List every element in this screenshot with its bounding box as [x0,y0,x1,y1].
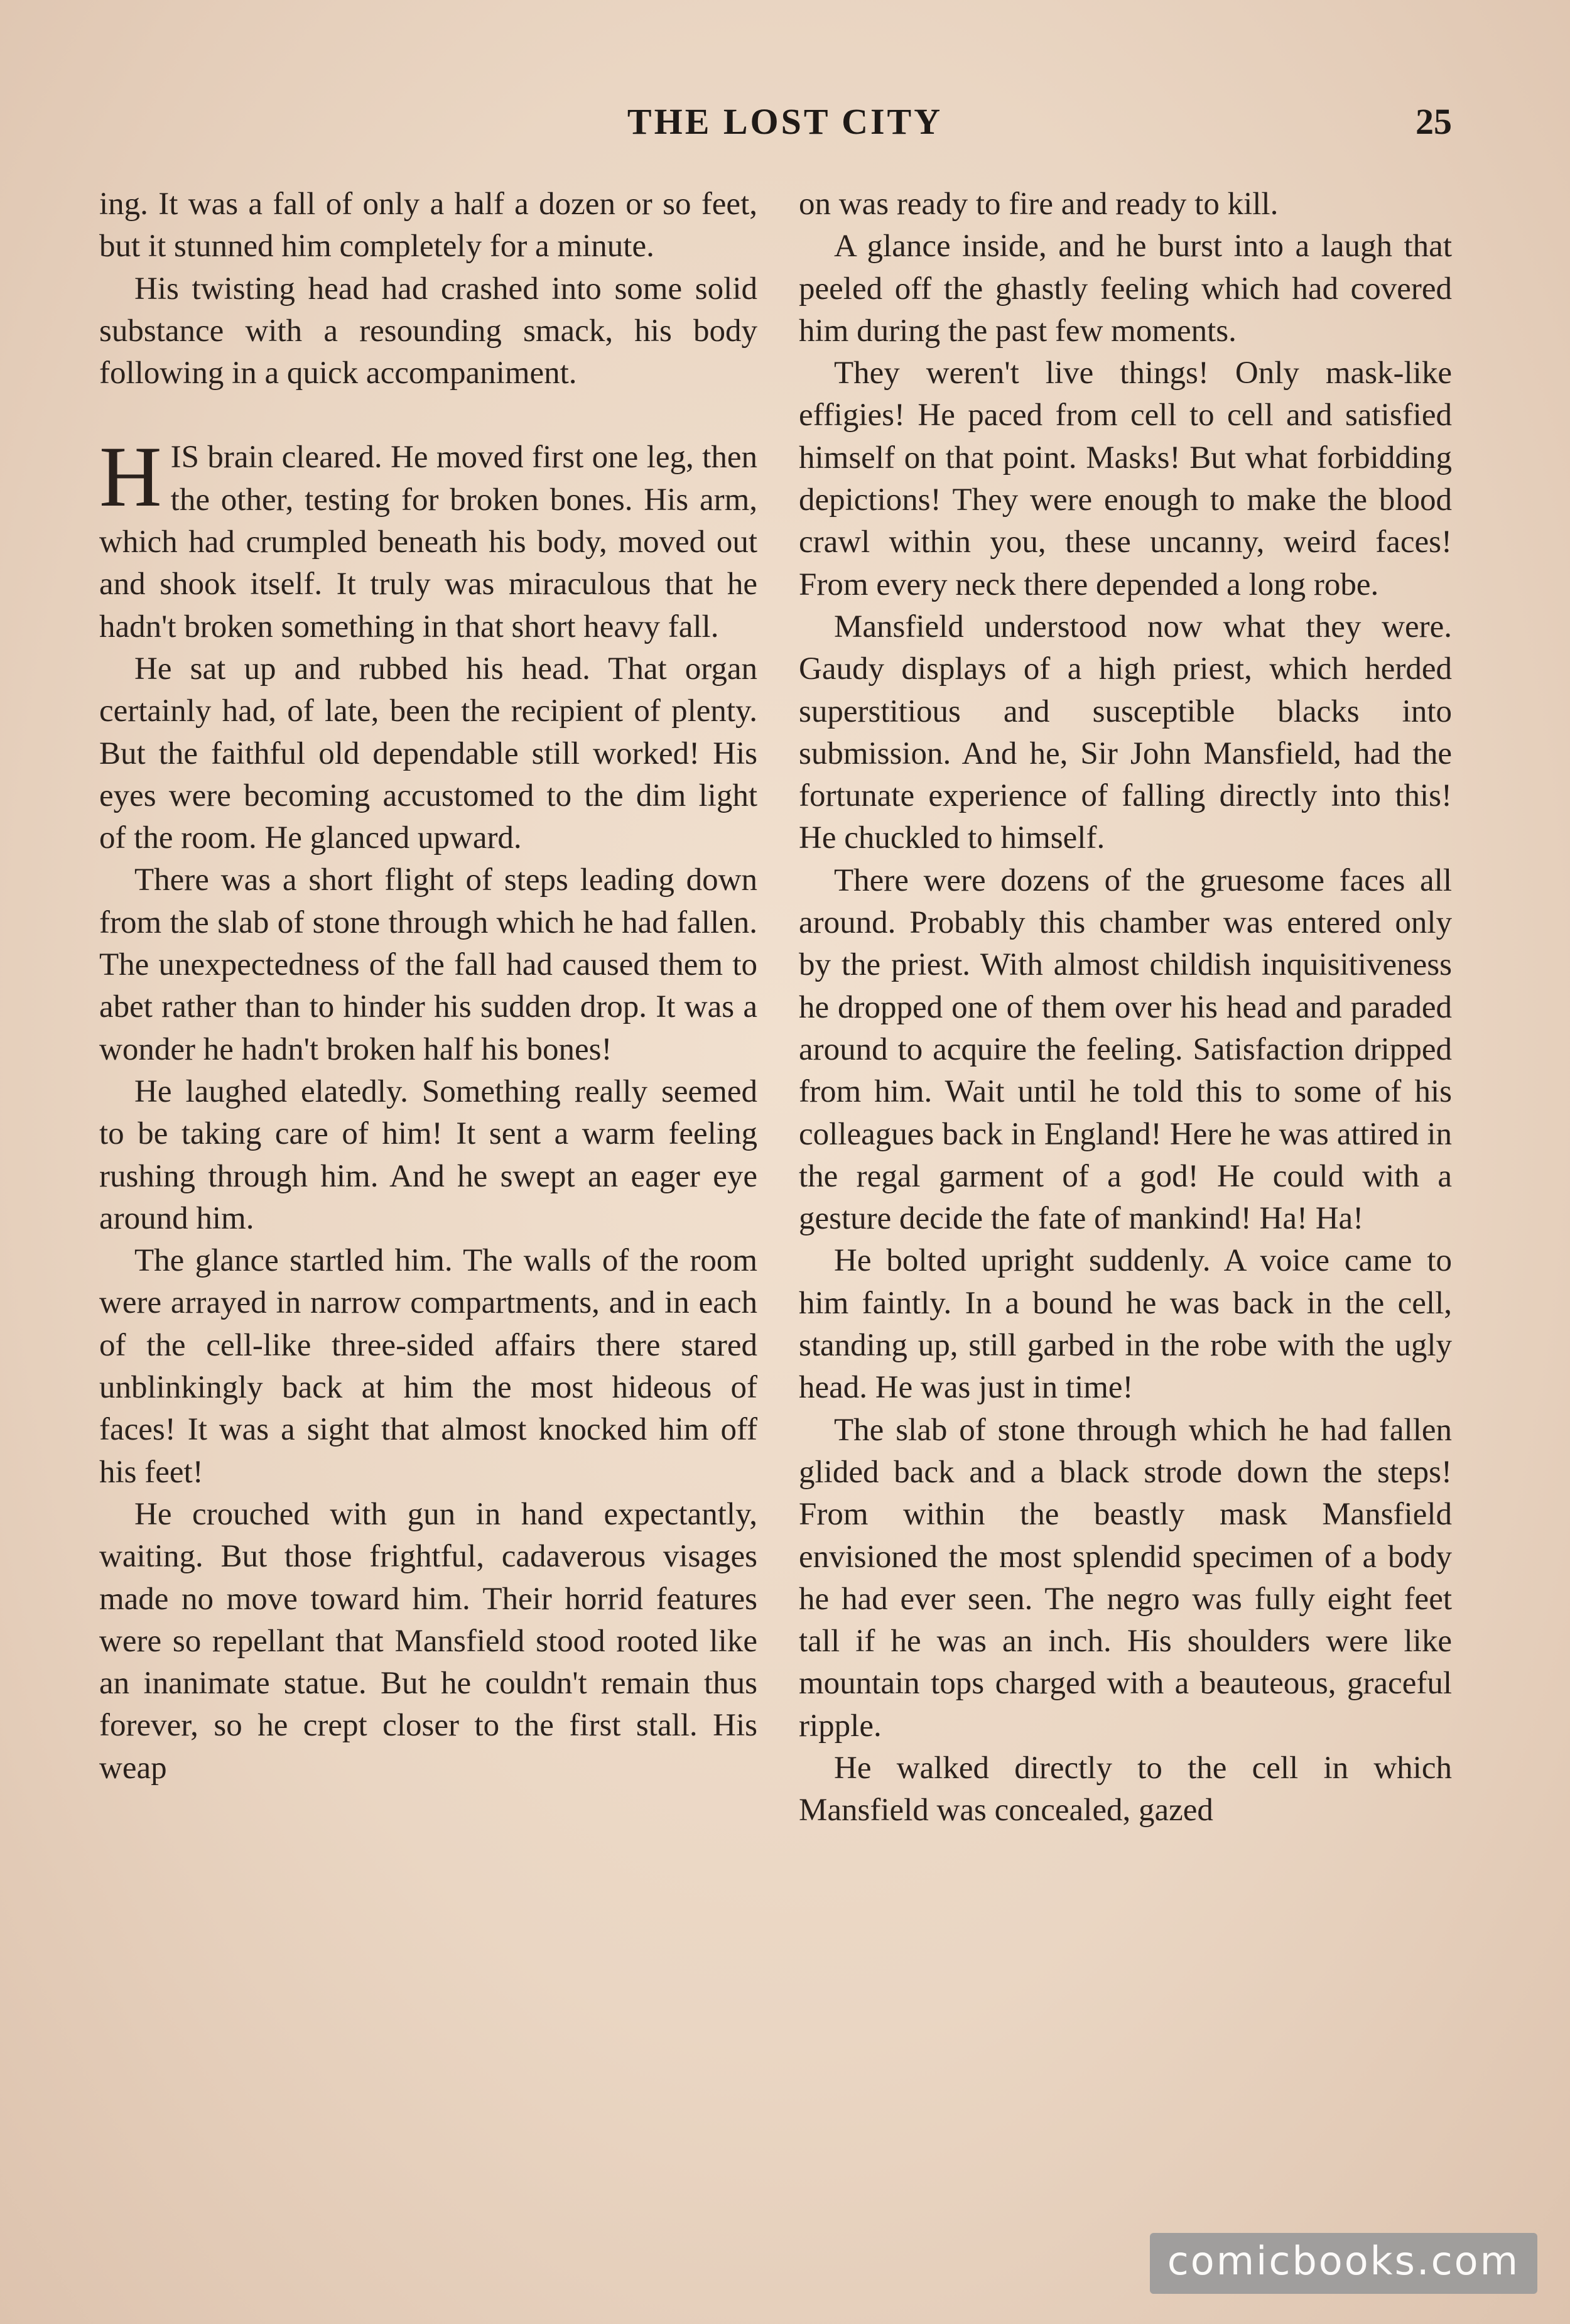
paragraph: The slab of stone through which he had fallen glided back and a black strode down the steps! From within the beastly mask Mansfield envisioned the most splendid specimen of a body he had ever seen. The negro was fully eight feet tall if he was an inch. His shoulders were like mountain tops charged with a beauteous, graceful ripple. [799,1412,1452,1744]
watermark-badge: comicbooks.com [1150,2233,1537,2294]
page-number: 25 [1416,101,1452,142]
drop-cap: H [99,428,162,525]
paragraph: He walked directly to the cell in which Mansfield was concealed, gazed [799,1750,1452,1828]
paragraph: ing. It was a fall of only a half a dozen or so feet, but it stunned him completely for a minute. [99,187,757,264]
paragraph-with-drop-cap [99,428,757,648]
paragraph-text: IS brain cleared. He moved first one leg, then the other, testing for broken bones. His arm, which had crumpled beneath his body, moved out and shook itself. It truly was miraculous that he hadn't broken something in that short heavy fall. [99,440,757,644]
paragraph: He laughed elatedly. Something really seemed to be taking care of him! It sent a warm feeling rushing through him. And he swept an eager eye around him. [99,1073,757,1236]
paragraph: Mansfield understood now what they were. Gaudy displays of a high priest, which herded superstitious and susceptible blacks into submission. And he, Sir John Mansfield, had the fortunate experience of falling directly into this! He chuckled to himself. [799,609,1452,856]
paragraph: The glance startled him. The walls of the room were arrayed in narrow compartments, and in each of the cell-like three-sided affairs there stared unblinkingly back at him the most hideous of faces! It was a sight that almost knocked him off his feet! [99,1243,757,1490]
paragraph: There was a short flight of steps leading down from the slab of stone through which he had fallen. The unexpectedness of the fall had caused them to abet rather than to hinder his sudden drop. It was a wonder he hadn't broken half his bones! [99,862,757,1067]
left-column [99,183,757,1789]
paragraph: His twisting head had crashed into some solid substance with a resounding smack, his body following in a quick accompaniment. [99,271,757,391]
paragraph: He sat up and rubbed his head. That organ certainly had, of late, been the recipient of plenty. But the faithful old dependable still worked! His eyes were becoming accustomed to the dim light of the room. He glanced upward. [99,651,757,856]
paragraph: on was ready to fire and ready to kill. [799,187,1279,222]
paragraph: He crouched with gun in hand expectantly, waiting. But those frightful, cadaverous visages made no move toward him. Their horrid features were so repellant that Mansfield stood rooted like an inanimate statue. But he couldn't remain thus forever, so he crept closer to the first stall. His weap [99,1496,757,1786]
running-title: THE LOST CITY [627,101,943,142]
paragraph: A glance inside, and he burst into a laugh that peeled off the ghastly feeling which had covered him during the past few moments. [799,229,1452,349]
right-column [799,183,1452,1832]
paragraph: He bolted upright suddenly. A voice came to him faintly. In a bound he was back in the cell, standing up, still garbed in the robe with the ugly head. He was just in time! [799,1243,1452,1406]
paragraph: There were dozens of the gruesome faces all around. Probably this chamber was entered only by the priest. With almost childish inquisitiveness he dropped one of them over his head and paraded around to acquire the feeling. Satisfaction dripped from him. Wait until he told this to some of his colleagues back in England! Here he was attired in the regal garment of a god! He could with a gesture decide the fate of mankind! Ha! Ha! [799,862,1452,1237]
paragraph: They weren't live things! Only mask-like effigies! He paced from cell to cell and satisfied himself on that point. Masks! But what forbidding depictions! They were enough to make the blood crawl within you, these uncanny, weird faces! From every neck there depended a long robe. [799,356,1452,602]
